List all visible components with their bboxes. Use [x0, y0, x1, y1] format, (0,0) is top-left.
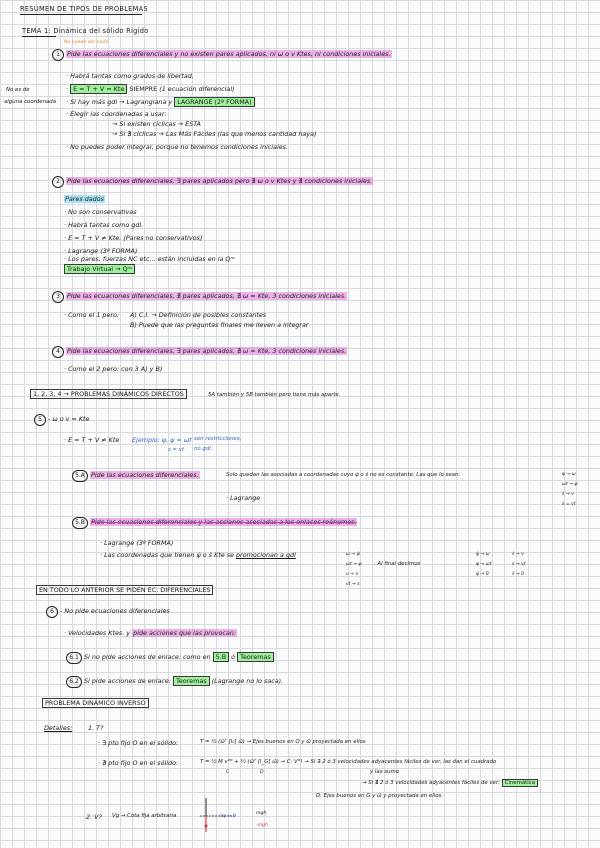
- section-5a-rest: Solo quedan las asociadas a coordenadas cuyo ψ̇ o ṡ no es constante. Las que lo sean:: [226, 472, 461, 478]
- section-5-no-gdl: no gdl.: [194, 446, 213, 452]
- section-1-title-text: Pide las ecuaciones diferenciales y no existen pares aplicados, ni ω o v Ktes, ni condiciones iniciales.: [67, 50, 391, 58]
- section-1-bullet-1: · Habrá tantas como grados de libertad.: [66, 72, 194, 80]
- detalles-label: Detalles:: [44, 724, 73, 732]
- energy-box: E = T + V = Kte: [70, 84, 127, 94]
- detalles-d2-formula: T = ½ M v²ᴳ + ½ (ω⃗ᵀ [I_G] ω⃗) → C: Vᴳ! → Si ∃ 2 ó 3 velocidades adyacentes fáciles de ver, las dan el cuadrado: [200, 759, 497, 765]
- lagrange-2-box: LAGRANGE (2ª FORMA): [174, 97, 254, 107]
- todo-label: EN TODO LO ANTERIOR SE PIDEN EC. DIFERENCIALES: [36, 585, 213, 595]
- section-1-bullet-6: → Si ∄ cíclicas → Las Más Fáciles (las que menos cantidad haya): [112, 130, 317, 138]
- section-3-title: [66, 293, 347, 299]
- section-1-side-note-2: alguna coordenada: [4, 99, 57, 105]
- section-3-bullet-3: B) Puede que las preguntas finales me lleven a integrar: [130, 321, 309, 329]
- detalles-d2-alt-text: → Si ∄ 2 ó 3 velocidades adyacentes fáciles de ver:: [362, 780, 500, 786]
- section-5b-number: 5.B: [72, 517, 88, 529]
- todo-box: [36, 587, 213, 593]
- section-6-2-text: [84, 678, 283, 684]
- cinematica-box: Cinemática: [502, 779, 538, 787]
- section-2-title-text: Pide las ecuaciones diferenciales, ∃ pares aplicados pero ∄ ω o v Ktes y ∄ condiciones iniciales.: [67, 177, 373, 185]
- detalles-n2: 2. V?: [86, 813, 102, 821]
- section-5a-number: 5.A: [72, 470, 88, 482]
- section-6-2-note: (Lagrange no lo saca).: [211, 677, 284, 685]
- section-6-number: 6: [46, 606, 58, 618]
- section-5b-promo-4: vt → s: [346, 582, 360, 587]
- section-5b-final-2: ψ → ωt: [476, 562, 492, 567]
- detalles-d1-formula: T = ½ (ω⃗ᵀ [I₀] ω⃗) → Ejes buenos en O y ω⃗ proyectada en ellos: [200, 739, 366, 745]
- section-5-example: Ejemplo: ψ, ψ = ωt: [132, 436, 192, 444]
- detalles-v3: mgh: [256, 811, 267, 816]
- section-6-bullet-1-highlight: pide acciones que las provocan:: [133, 629, 237, 637]
- section-1-side-note-1: No es de: [6, 87, 30, 93]
- section-6-1-text: [84, 654, 274, 660]
- section-5-title: - ω o v = Kte: [48, 415, 90, 423]
- page-title: RESUMEN DE TIPOS DE PROBLEMAS: [20, 5, 148, 13]
- detalles-v4: -mgh: [256, 823, 268, 828]
- directos-label: 1, 2, 3, 4 → PROBLEMAS DINÁMICOS DIRECTOS: [30, 389, 187, 399]
- section-4-number: 4: [52, 346, 64, 358]
- section-6-1-text-a: Si no pide acciones de enlace: como en: [84, 653, 211, 661]
- section-5-restrictions: son restricciones,: [194, 436, 242, 442]
- section-6-1-or: ó: [231, 653, 236, 661]
- section-5b-promo-3: v → ṡ: [346, 572, 358, 577]
- section-5b-promote: promocionan a gdl: [236, 551, 296, 559]
- section-5b-final-1: ψ̇ → ω: [476, 552, 490, 557]
- section-5b-bullet-2: [100, 552, 296, 558]
- section-1-bullet-5: → Si existen cíclicas → ESTA: [112, 120, 201, 128]
- section-5a-replacement-3: ṡ → v: [562, 492, 574, 497]
- section-2-bullet-2: · No son conservativas: [64, 208, 137, 216]
- section-3-title-text: Pide las ecuaciones diferenciales, ∄ pares aplicados, ∄ ω = Kte, 3 condiciones iniciales.: [67, 292, 347, 300]
- detalles-d2-sum: y las sumo: [370, 769, 400, 775]
- section-5b-final-3: ψ̈ → 0: [476, 572, 489, 577]
- section-5b-promo-1: ω → ψ̇: [346, 552, 360, 557]
- section-5b-bullet-1: · Lagrange (3ª FORMA): [100, 539, 174, 547]
- section-5b-title: [90, 519, 357, 525]
- section-5a-replacement-1: ψ → ω: [562, 472, 576, 477]
- section-1-bullet-2: · E = T + V = Kte SIEMPRE (1 ecuación diferencial): [66, 85, 235, 93]
- section-6-1-number: 6.1: [66, 652, 82, 664]
- section-5a-title: [90, 472, 200, 478]
- section-2-number: 2: [52, 176, 64, 188]
- section-2-title: [66, 178, 373, 184]
- trabajo-virtual-box: Trabajo Virtual → Qⁿᶜ: [64, 264, 135, 274]
- section-6-2-text-a: Si pide acciones de enlace:: [84, 677, 171, 685]
- section-3-bullet-1: · Como el 1 pero:: [64, 311, 120, 319]
- section-2-bullet-5: · Lagrange (3ª FORMA): [64, 247, 138, 255]
- section-5b-final: . Al final decimos: [374, 561, 421, 567]
- section-5a-title-text: Pide las ecuaciones diferenciales.: [91, 471, 199, 479]
- section-1-number: 1: [52, 49, 64, 61]
- section-1-bullet-3: [66, 99, 255, 105]
- detalles-d2-c: C: [226, 770, 230, 775]
- section-5a-bullet-1: · Lagrange: [226, 494, 261, 502]
- section-6-1-5b-box: 5.B: [213, 652, 229, 662]
- section-5b-final-4: ṡ → v: [512, 552, 524, 557]
- section-1-bullet-4: · Elegir las coordenadas a usar:: [66, 110, 167, 118]
- detalles-n1: 1. T?: [88, 724, 104, 732]
- section-2-bullet-7: [64, 266, 135, 272]
- section-2-bullet-6: · Los pares, fuerzas NC etc... están incluidas en la Qⁿᶜ: [64, 255, 236, 263]
- inverso-box: [42, 700, 149, 706]
- section-2-bullet-4: · E = T + V ≠ Kte. (Pares no conservativos): [64, 234, 203, 242]
- directos-note: 5A también y 5B también pero tiene más aparte.: [208, 392, 341, 398]
- section-5a-replacement-4: s = vt: [562, 502, 576, 507]
- detalles-d2-ejes: D: Ejes buenos en G y ω⃗ y proyectada en ellos.: [316, 793, 444, 799]
- siempre-text: SIEMPRE: [129, 85, 158, 93]
- section-6-1-teoremas-box: Teoremas: [237, 652, 274, 662]
- detalles-v1: Vg → Cota fija arbitraria: [112, 813, 177, 819]
- section-5-example-2: s = vt: [168, 447, 185, 453]
- detalles-d1-label: · ∃ pto fijo O en el sólido:: [98, 739, 179, 747]
- section-1-title: [66, 51, 392, 57]
- title-underline: [20, 14, 142, 15]
- section-6-2-number: 6.2: [66, 676, 82, 688]
- pares-dados: Pares dados: [65, 195, 104, 203]
- section-6-bullet-1: [64, 630, 237, 636]
- tema-note: No puede dar nada: [64, 40, 109, 45]
- section-2-bullet-1: [64, 196, 105, 202]
- section-5b-final-6: s̈ → 0: [512, 572, 525, 577]
- section-3-number: 3: [52, 291, 64, 303]
- section-5b-bullet-2-text: · Las coordenadas que tienen ψ̇ o ṡ Kte se: [100, 551, 234, 559]
- section-6-2-teoremas-box: Teoremas: [173, 676, 210, 686]
- section-1-bullet-3-text: · Si hay más gdl → Lagrangiana y: [66, 98, 173, 106]
- tema-underline: [22, 36, 56, 37]
- directos-box: [30, 391, 187, 397]
- tema-heading: TEMA 1: Dinámica del sólido Rígido: [22, 27, 149, 35]
- section-6-title: - No pide ecuaciones diferenciales: [60, 607, 170, 615]
- section-3-bullet-2: A) C.I. → Definición de posibles constantes: [130, 311, 267, 319]
- section-5b-title-text: Pide las ecuaciones diferenciales y las acciones asociadas a los enlaces reónomos.: [91, 518, 357, 526]
- detalles-d2-label: · ∄ pto fijo O en el sólido:: [98, 759, 179, 767]
- detalles-d2-alt: [362, 781, 538, 786]
- detalles-v2: Vg = 0: [220, 814, 236, 819]
- section-5-number: 5: [34, 414, 46, 426]
- detalles-d2-d: D: [260, 770, 264, 775]
- inverso-label: PROBLEMA DINÁMICO INVERSO: [42, 698, 149, 708]
- section-6-bullet-1-text: · Velocidades Ktes. y: [64, 629, 131, 637]
- section-1-bullet-7: · No puedes poder integrar, porque no tenemos condiciones iniciales.: [66, 143, 289, 151]
- section-5-bullet-1: · E = T + V ≠ Kte: [64, 436, 120, 444]
- section-5b-final-5: s → vt: [512, 562, 526, 567]
- section-4-bullet-1: · Como el 2 pero: con 3 A) y B): [64, 365, 163, 373]
- section-2-bullet-3: · Habrá tantas como gdl.: [64, 221, 144, 229]
- section-1-bullet-2-note: (1 ecuación diferencial): [159, 85, 235, 93]
- section-5a-replacement-2: ωt → ψ: [562, 482, 578, 487]
- section-4-title-text: Pide las ecuaciones diferenciales, ∃ pares aplicados, ∄ ω = Kte, 3 condiciones iniciales.: [67, 347, 347, 355]
- section-5b-promo-2: ωt → ψ: [346, 562, 362, 567]
- section-4-title: [66, 348, 347, 354]
